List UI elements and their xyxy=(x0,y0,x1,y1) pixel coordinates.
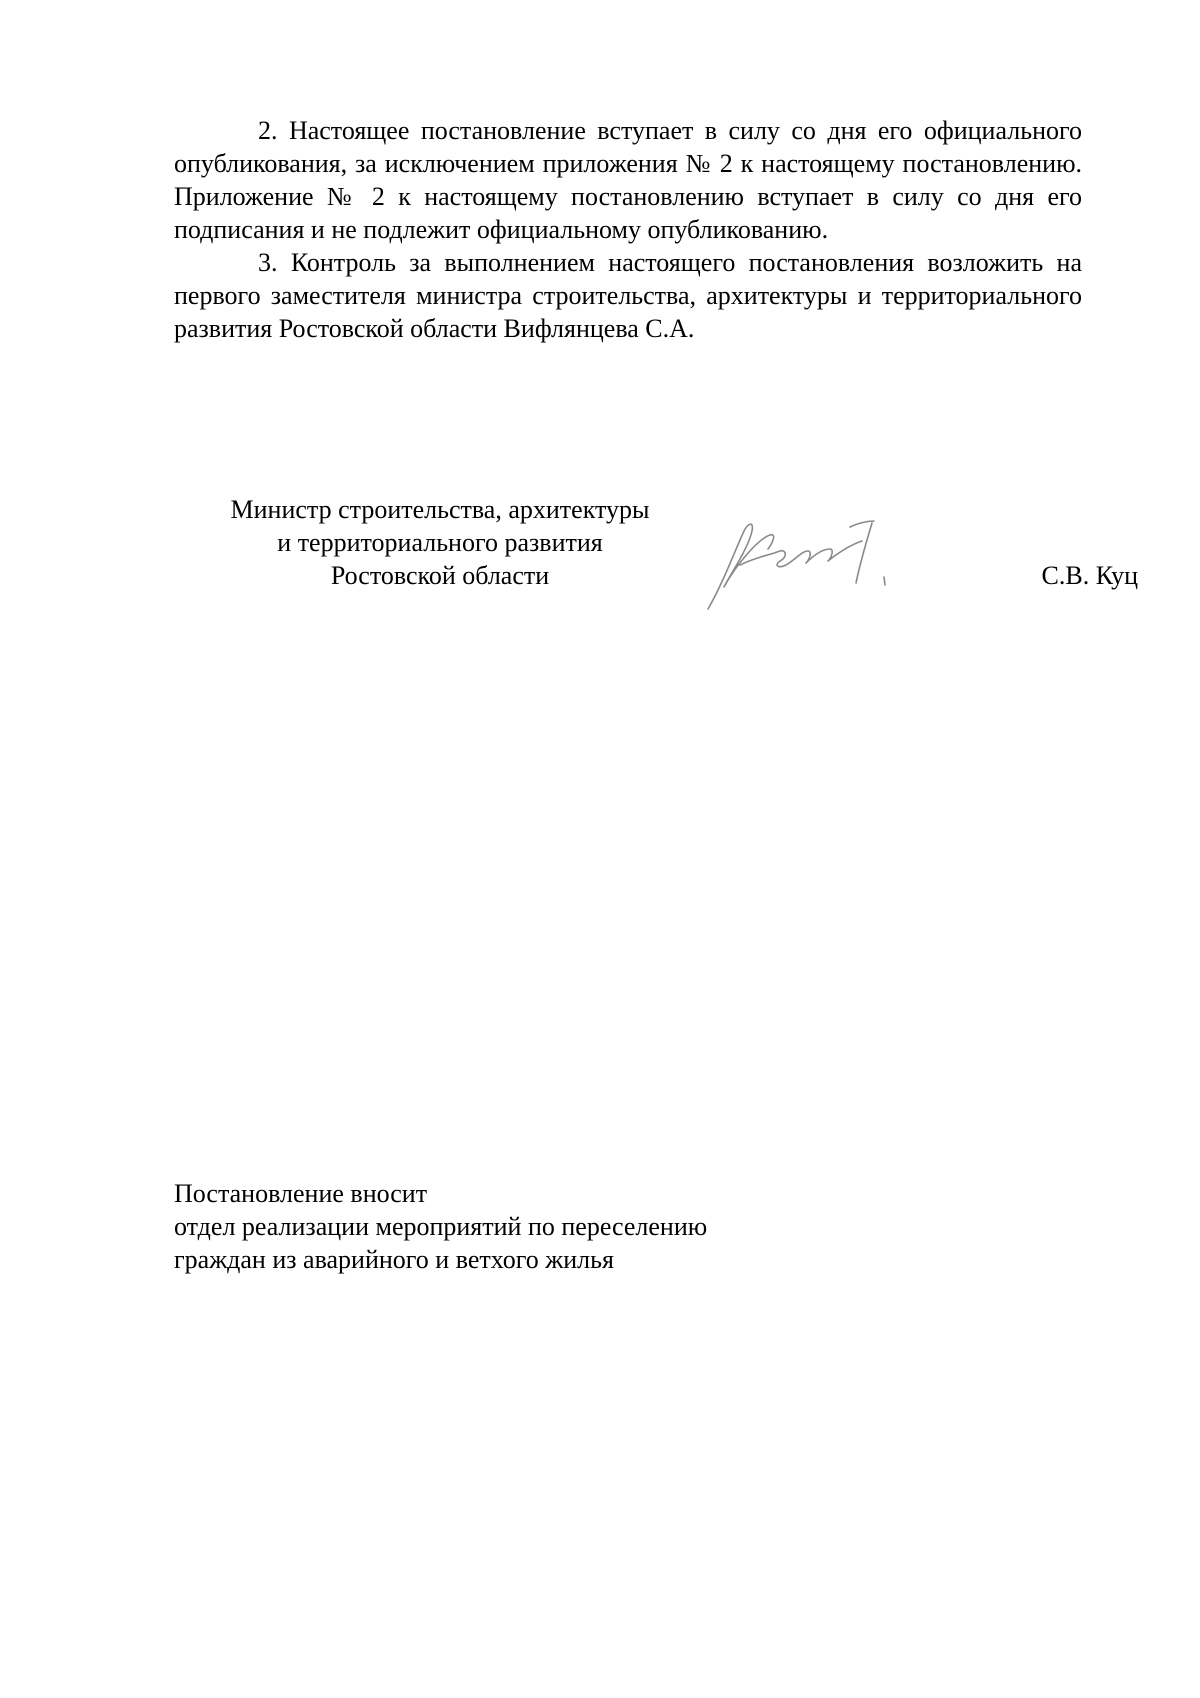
footer-line-2: отдел реализации мероприятий по переселению xyxy=(174,1212,708,1241)
signature-stroke-2 xyxy=(740,541,862,567)
signatory-title-line-2: и территориального развития xyxy=(277,528,603,557)
signature-stroke-5 xyxy=(884,577,885,585)
signatory-title xyxy=(200,493,680,592)
handwritten-signature xyxy=(700,505,910,615)
footer-line-3: граждан из аварийного и ветхого жилья xyxy=(174,1245,614,1274)
footer-line-1: Постановление вносит xyxy=(174,1179,428,1208)
signature-stroke-1 xyxy=(708,524,774,609)
footer-note xyxy=(174,1177,707,1276)
signature-stroke-4 xyxy=(856,523,872,583)
document-body xyxy=(174,114,1082,345)
signer-name: С.В. Куц xyxy=(1041,561,1138,590)
signatory-title-line-3: Ростовской области xyxy=(330,561,550,590)
paragraph-3: 3. Контроль за выполнением настоящего постановления возложить на первого заместителя министра строительства, архитектуры и территориального развития Ростовской области Вифлянцева С.А. xyxy=(174,248,1082,343)
signatory-title-line-1: Министр строительства, архитектуры xyxy=(230,495,650,524)
paragraph-2: 2. Настоящее постановление вступает в силу со дня его официального опубликования, за исключением приложения № 2 к настоящему постановлению. Приложение № 2 к настоящему постановлению вступает в силу со дня его подписания и не подлежит официальному опубликованию. xyxy=(174,116,1082,244)
